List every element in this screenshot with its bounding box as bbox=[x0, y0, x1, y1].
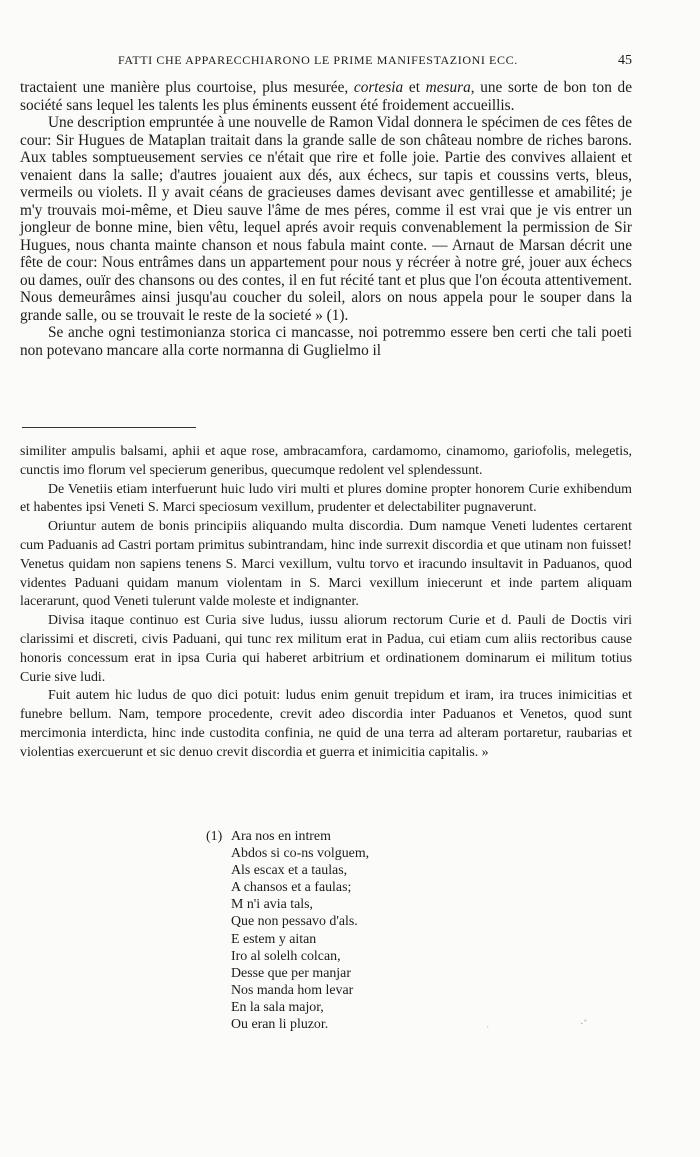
verse-line: E estem y aitan bbox=[231, 931, 317, 947]
paragraph-cortesia: tractaient une manière plus courtoise, plus mesurée, cortesia et mesura, une sorte de bon ton de société sans lequel les talents les plus éminents eussent été froidement accueillis. bbox=[20, 79, 632, 114]
footnote-paragraph: Oriuntur autem de bonis principiis aliquando multa discordia. Dum namque Veneti ludentes certarent cum Paduanis ad Castri portam primitus subintrandam, hinc inde surrexit discordia et que utinam non fuisset! Venetus quidam non sapiens tenens S. Marci vexillum, vultu torvo et iracundo insultavit in Paduanos, quod videntes Paduani quidam manum violentam in S. Marci vexillum iniecerunt et inde partem aliquam lacerarunt, quod Veneti tulerunt valde moleste et indignanter. bbox=[20, 519, 632, 610]
verse-line: M n'i avia tals, bbox=[231, 897, 313, 913]
scan-speck: ·˚ bbox=[580, 1018, 588, 1030]
footnote-divider bbox=[22, 427, 196, 428]
verse-line: Iro al solelh colcan, bbox=[231, 948, 341, 964]
page-number: 45 bbox=[618, 53, 632, 68]
verse-line: Nos manda hom levar bbox=[231, 982, 354, 998]
footnote-paragraph: Divisa itaque continuo est Curia sive ludus, iussu aliorum rectorum Curie et d. Pauli de Doctis viri clarissimi et discreti, civis Paduani, qui tunc rex militum erat in Padua, cui etiam cum aliis rectoribus cause honoris concessum erat in ipsa Curia qui haberet arbitrium et ordinationem dominarum ei militum totius Curie sive ludi. bbox=[20, 613, 632, 685]
verse-line: Ou eran li pluzor. bbox=[231, 1017, 329, 1033]
verse-line: Als escax et a taulas, bbox=[231, 863, 348, 879]
footnote-paragraph: Fuit autem hic ludus de quo dici potuit: ludus enim genuit trepidum et iram, ira truces inimicitias et funebre bellum. Nam, tempore procedente, crevit adeo discordia inter Paduanos et Venetos, quod sunt mercimonia interdicta, hinc inde custodita confinia, ne quid de una terra ad alteram portaretur, raubarias et violentias exercuerunt et sic denuo crevit discordia et guerra et inimicitia capitalis. » bbox=[20, 688, 632, 760]
paragraph-ramon-vidal: Une description empruntée à une nouvelle de Ramon Vidal donnera le spécimen de ces fêtes de cour: Sir Hugues de Mataplan traitait dans la grande salle de son château nombre de riches barons. Aux tables somptueusement servies ce n'était que rire et folle joie. Partie des convives allaient et venaient dans la salle; d'autres jouaient aux dés, aux échecs, sur tapis et coussins verts, bleus, vermeils ou violets. Il y avait céans de gracieuses dames devisant avec gentillesse et amabilité; je m'y trouvais moi-même, et Dieu sauve l'âme de mes péres, comme il est vrai que je vis entrer un jongleur de bonne mine, bien vêtu, lequel aprés avoir requis convenablement la permission de Sir Hugues, nous chanta mainte chanson et nous fabula maint conte. — Arnaut de Marsan décrit une fête de cour: Nous entrâmes dans un appartement pour nous y récréer à notre gré, jouer aux échecs ou dames, ouïr des chansons ou des contes, il en fut récité tant et plus que l'on écouta attentivement. Nous demeurâmes ainsi jusqu'au coucher du soleil, alors on nous appela pour le souper dans la grande salle, ou se trouvait le reste de la societé » (1). bbox=[20, 114, 632, 324]
verse-line: Ara nos en intrem bbox=[231, 829, 331, 844]
paragraph-guglielmo: Se anche ogni testimonianza storica ci mancasse, noi potremmo essere ben certi che tali poeti non potevano mancare alla corte normanna di Guglielmo il bbox=[20, 324, 632, 359]
verse-lines bbox=[231, 828, 369, 1033]
running-header bbox=[20, 53, 632, 69]
verse-line: A chansos et a faulas; bbox=[231, 880, 352, 896]
footnote-paragraph: similiter ampulis balsami, aphii et aque rose, ambracamfora, cardamomo, cinamomo, gariofolis, melegetis, cunctis imo florum vel specierum generibus, quecumque redolent vel splendessunt. bbox=[20, 444, 632, 478]
verse-line: Que non pessavo d'als. bbox=[231, 914, 358, 930]
footnote-marker: (1) bbox=[206, 829, 223, 844]
scan-speck: ˈ bbox=[486, 1024, 490, 1036]
verse-line: Abdos si co-ns volguem, bbox=[231, 846, 370, 862]
main-text bbox=[20, 79, 632, 359]
verse-line: Desse que per manjar bbox=[231, 965, 351, 981]
running-title: FATTI CHE APPARECCHIARONO LE PRIME MANIFESTAZIONI ECC. bbox=[118, 53, 518, 67]
footnotes bbox=[20, 443, 632, 763]
footnote-paragraph: De Venetiis etiam interfuerunt huic ludo viri multi et plures domine propter honorem Curie exhibendum et habentes ipsi Veneti S. Marci speciosum vexillum, prudenter et delectabiliter pugnaverunt. bbox=[20, 481, 632, 516]
verse-line: En la sala major, bbox=[231, 999, 324, 1015]
